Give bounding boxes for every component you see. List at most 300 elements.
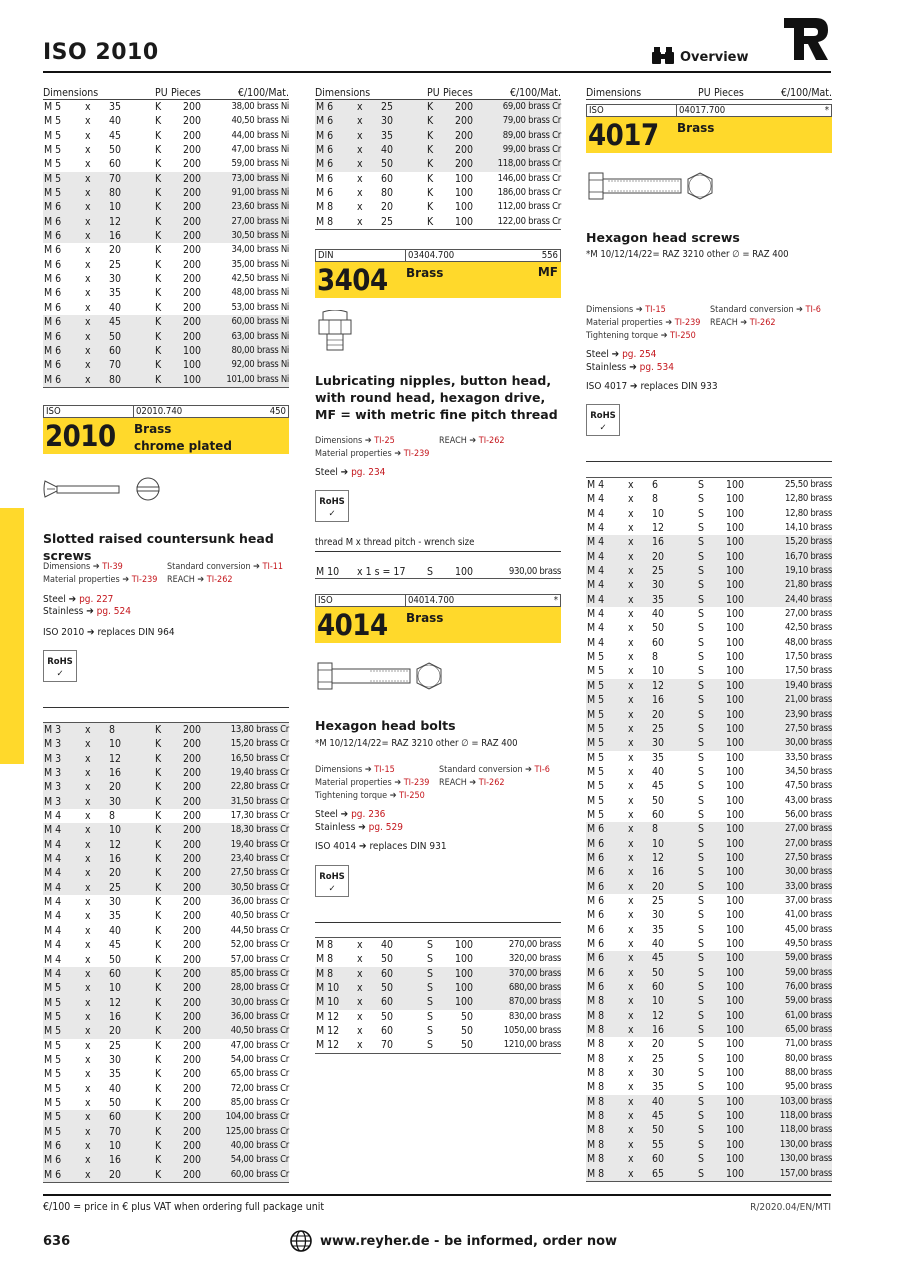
row-pieces: 100 — [725, 780, 744, 793]
row-thread: M 6 — [587, 909, 605, 922]
page-title: ISO 2010 — [43, 40, 159, 65]
row-length: 16 — [652, 1024, 665, 1037]
row-x: x — [357, 115, 363, 128]
row-length: 40 — [381, 144, 394, 157]
row-thread: M 6 — [44, 201, 62, 214]
row-pieces: 100 — [725, 823, 744, 836]
row-pieces: 100 — [725, 1124, 744, 1137]
row-price: 17,50 brass — [785, 651, 832, 663]
row-pu: K — [155, 1025, 162, 1038]
row-price: 19,10 brass — [785, 565, 832, 577]
row-length: 10 — [652, 995, 665, 1008]
rohs-badge-3404 — [315, 490, 349, 522]
row-x: x — [628, 1009, 634, 1022]
row-pu: S — [698, 938, 704, 950]
row-length: 50 — [109, 1096, 122, 1109]
row-price: 112,00 brass Cr — [497, 201, 561, 213]
link-tightening-torque[interactable]: Tightening torque ➔ TI-250 — [315, 791, 425, 801]
row-pieces: 100 — [725, 981, 744, 994]
row-price: 680,00 brass — [508, 982, 561, 994]
row-length: 50 — [652, 794, 665, 807]
row-price: 270,00 brass — [508, 939, 561, 950]
row-pu: K — [155, 1039, 162, 1052]
table-row — [315, 114, 561, 128]
row-pieces: 200 — [182, 896, 201, 909]
row-pu: S — [698, 952, 704, 965]
row-length: 16 — [652, 536, 665, 549]
table-row — [586, 837, 832, 851]
row-pieces: 100 — [454, 953, 473, 966]
row-pieces: 200 — [182, 838, 201, 851]
row-pu: S — [698, 1138, 704, 1151]
steel-link-4014[interactable]: Steel ➔ pg. 236 — [315, 809, 386, 820]
row-length: 30 — [652, 1067, 665, 1080]
row-length: 30 — [652, 579, 665, 592]
row-x: x — [85, 101, 91, 113]
row-thread: M 6 — [44, 1139, 62, 1152]
row-pieces: 100 — [725, 952, 744, 965]
row-pieces: 100 — [725, 1052, 744, 1065]
table-row — [43, 809, 289, 823]
row-price: 95,00 brass — [785, 1081, 832, 1093]
row-thread: M 5 — [587, 808, 605, 821]
row-thread: M 6 — [587, 823, 605, 836]
link-dimensions[interactable]: Dimensions ➔ TI-15 — [315, 765, 395, 775]
rohs-label: RoHS — [319, 497, 345, 507]
row-price: 48,00 brass — [785, 636, 832, 648]
header-pieces: Pieces — [714, 87, 744, 99]
link-material-properties[interactable]: Material properties ➔ TI-239 — [586, 318, 701, 328]
table-row — [43, 172, 289, 186]
row-pu: K — [155, 824, 162, 837]
table-row — [586, 966, 832, 980]
row-x: x — [357, 187, 363, 200]
row-length: 45 — [109, 939, 122, 952]
row-thread: M 4 — [587, 608, 605, 621]
link-reach[interactable]: REACH ➔ TI-262 — [439, 778, 505, 788]
row-pu: K — [155, 373, 162, 386]
row-x: x — [628, 507, 634, 520]
row-x: x — [85, 359, 91, 372]
row-price: 40,00 brass Cr — [230, 1139, 289, 1151]
row-pu: S — [698, 894, 704, 907]
row-thread: M 6 — [316, 129, 334, 142]
row-pu: K — [427, 101, 434, 113]
link-reach[interactable]: REACH ➔ TI-262 — [167, 575, 233, 585]
row-thread: M 5 — [587, 708, 605, 721]
row-thread: M 4 — [587, 622, 605, 635]
table-row — [315, 1024, 561, 1038]
row-length: 30 — [109, 896, 122, 909]
row-price: 54,00 brass Cr — [230, 1154, 289, 1166]
row-length: 12 — [652, 851, 665, 864]
table-row — [586, 593, 832, 607]
material-line-1: Brass — [134, 422, 172, 436]
row-x: x — [85, 752, 91, 765]
row-price: 61,00 brass — [785, 1009, 832, 1021]
row-pu: S — [698, 1153, 704, 1166]
row-price: 80,00 brass Ni — [231, 344, 289, 356]
row-price: 63,00 brass Ni — [231, 330, 289, 342]
row-length: 16 — [109, 853, 122, 866]
row-pu: K — [155, 1068, 162, 1081]
row-thread: M 8 — [587, 1095, 605, 1108]
row-pu: K — [155, 144, 162, 157]
row-length: 8 — [652, 823, 659, 836]
table-row — [43, 243, 289, 257]
row-thread: M 5 — [587, 737, 605, 750]
row-length: 30 — [652, 737, 665, 750]
row-x: x — [85, 738, 91, 751]
row-pu: K — [427, 187, 434, 200]
article-code[interactable]: 04014.700 — [408, 595, 455, 606]
link-dimensions[interactable]: Dimensions ➔ TI-25 — [315, 436, 395, 446]
row-pieces: 100 — [725, 808, 744, 821]
link-tightening-torque[interactable]: Tightening torque ➔ TI-250 — [586, 331, 696, 341]
row-pu: K — [155, 215, 162, 228]
row-length: 30 — [109, 1053, 122, 1066]
row-thread: M 6 — [316, 144, 334, 157]
row-price: 35,00 brass Ni — [231, 258, 289, 270]
row-pu: S — [698, 493, 704, 506]
link-material-properties[interactable]: Material properties ➔ TI-239 — [43, 575, 158, 585]
table-row — [586, 722, 832, 736]
row-x: x — [85, 1154, 91, 1167]
row-length: 70 — [381, 1039, 394, 1052]
row-pieces: 100 — [725, 1009, 744, 1022]
row-pu: K — [427, 115, 434, 128]
table-row — [586, 994, 832, 1008]
table-row — [43, 1125, 289, 1139]
table-row — [43, 852, 289, 866]
row-x: x — [85, 795, 91, 808]
row-pieces: 200 — [182, 781, 201, 794]
table-row — [586, 1138, 832, 1152]
rohs-badge-4014 — [315, 865, 349, 897]
table-row — [586, 564, 832, 578]
row-price: 28,00 brass Cr — [230, 982, 289, 994]
row-x: x — [628, 493, 634, 506]
stainless-link-2010[interactable]: Stainless ➔ pg. 524 — [43, 606, 131, 617]
row-x: x — [357, 982, 363, 995]
table-row — [586, 894, 832, 908]
checkmark-icon: ✓ — [599, 423, 607, 433]
product-number: 3404 — [317, 263, 388, 297]
row-length: 20 — [652, 708, 665, 721]
table-row — [586, 865, 832, 879]
product-title-4017: Hexagon head screws — [586, 230, 740, 245]
header-dimensions: Dimensions — [586, 87, 642, 99]
row-x: x — [85, 781, 91, 794]
row-length: 25 — [652, 894, 665, 907]
row-price: 34,50 brass — [785, 765, 832, 777]
row-price: 57,00 brass Cr — [230, 953, 289, 965]
article-code[interactable]: 03404.700 — [408, 250, 455, 261]
row-x: x — [85, 258, 91, 271]
row-thread: M 6 — [44, 373, 62, 386]
row-pieces: 200 — [182, 939, 201, 952]
row-pieces: 200 — [182, 1168, 201, 1181]
row-price: 40,50 brass Cr — [230, 1025, 289, 1037]
product-standard: ISO — [587, 105, 677, 116]
row-thread: M 4 — [44, 824, 62, 837]
row-length: 12 — [652, 1009, 665, 1022]
row-pu: K — [155, 1154, 162, 1167]
stainless-link-4014[interactable]: Stainless ➔ pg. 529 — [315, 822, 403, 833]
row-pieces: 100 — [725, 550, 744, 563]
row-x: x — [85, 344, 91, 357]
link-material-properties[interactable]: Material properties ➔ TI-239 — [315, 449, 430, 459]
article-code[interactable]: 04017.700 — [679, 105, 726, 116]
row-thread: M 4 — [587, 565, 605, 578]
row-x: x — [628, 851, 634, 864]
product-number: 2010 — [45, 419, 116, 453]
row-thread: M 6 — [587, 923, 605, 936]
table-row — [43, 1010, 289, 1024]
row-pieces: 200 — [182, 767, 201, 780]
steel-link-4017[interactable]: Steel ➔ pg. 254 — [586, 349, 657, 360]
row-thread: M 4 — [587, 593, 605, 606]
row-pu: S — [698, 550, 704, 563]
table-row — [43, 1024, 289, 1038]
link-reach[interactable]: REACH ➔ TI-262 — [710, 318, 776, 328]
row-pieces: 100 — [454, 939, 473, 951]
table-row — [43, 1039, 289, 1053]
row-price: 157,00 brass — [779, 1167, 832, 1179]
row-pieces: 200 — [182, 924, 201, 937]
link-standard-conversion[interactable]: Standard conversion ➔ TI-6 — [439, 765, 550, 775]
row-pieces: 100 — [454, 215, 473, 228]
raz-note-4014: *M 10/12/14/22= RAZ 3210 other ∅ = RAZ 400 — [315, 738, 518, 749]
row-pu: K — [155, 187, 162, 200]
product-header-4014 — [315, 594, 561, 643]
row-length: 12 — [109, 215, 122, 228]
row-price: 56,00 brass — [785, 808, 832, 820]
row-x: x — [628, 1110, 634, 1123]
row-x: x — [628, 1081, 634, 1094]
table-row — [43, 996, 289, 1010]
checkmark-icon: ✓ — [56, 669, 64, 679]
link-dimensions[interactable]: Dimensions ➔ TI-39 — [43, 562, 123, 572]
row-price: 27,00 brass — [785, 608, 832, 620]
row-pieces: 100 — [725, 737, 744, 750]
row-length: 20 — [381, 201, 394, 214]
row-price: 930,00 brass — [508, 566, 561, 577]
row-thread: M 6 — [44, 230, 62, 243]
row-x: x — [628, 1124, 634, 1137]
row-price: 118,00 brass — [779, 1124, 832, 1136]
row-length: 16 — [109, 767, 122, 780]
row-pieces: 200 — [182, 1068, 201, 1081]
row-x: x — [85, 853, 91, 866]
row-x: x — [628, 880, 634, 893]
row-pieces: 100 — [725, 708, 744, 721]
product-flag: 450 — [269, 406, 286, 417]
row-thread: M 8 — [587, 995, 605, 1008]
row-thread: M 12 — [316, 1025, 340, 1038]
table-row — [586, 822, 832, 836]
row-pieces: 100 — [725, 866, 744, 879]
header-price: €/100/Mat. — [237, 87, 289, 99]
website-text: www.reyher.de - be informed, order now — [320, 1233, 618, 1249]
table-row — [43, 953, 289, 967]
row-pu: K — [155, 724, 162, 736]
row-length: 35 — [652, 923, 665, 936]
row-pieces: 200 — [182, 738, 201, 751]
row-pu: S — [427, 982, 433, 995]
section-tab-marker — [0, 508, 24, 764]
row-price: 73,00 brass Ni — [231, 172, 289, 184]
link-dimensions[interactable]: Dimensions ➔ TI-15 — [586, 305, 666, 315]
row-length: 60 — [652, 981, 665, 994]
row-x: x — [628, 665, 634, 678]
table-row — [586, 923, 832, 937]
row-price: 18,30 brass Cr — [230, 824, 289, 836]
row-price: 47,50 brass — [785, 780, 832, 792]
row-x: x — [628, 1167, 634, 1180]
row-thread: M 5 — [587, 751, 605, 764]
link-standard-conversion[interactable]: Standard conversion ➔ TI-6 — [710, 305, 821, 315]
table-row — [586, 908, 832, 922]
column-3-lower — [586, 477, 832, 1182]
steel-link-2010[interactable]: Steel ➔ pg. 227 — [43, 594, 114, 605]
row-x: x — [85, 1039, 91, 1052]
row-length: 60 — [109, 1111, 122, 1124]
section-separator — [315, 551, 561, 552]
row-x: x — [357, 996, 363, 1009]
row-price: 43,00 brass — [785, 794, 832, 806]
table-row — [43, 229, 289, 243]
row-x: x — [628, 737, 634, 750]
header-pieces: Pieces — [171, 87, 201, 99]
row-pu: K — [427, 158, 434, 171]
row-length: 60 — [109, 967, 122, 980]
row-thread: M 8 — [587, 1167, 605, 1180]
row-pu: S — [427, 953, 433, 966]
row-x: x — [85, 881, 91, 894]
row-price: 60,00 brass Cr — [230, 1168, 289, 1180]
row-pieces: 200 — [182, 953, 201, 966]
row-pieces: 200 — [182, 258, 201, 271]
row-pieces: 100 — [725, 909, 744, 922]
row-x: x — [628, 550, 634, 563]
row-thread: M 4 — [587, 522, 605, 535]
row-pieces: 100 — [725, 565, 744, 578]
row-pieces: 100 — [725, 794, 744, 807]
row-pieces: 100 — [725, 880, 744, 893]
product-standard: ISO — [316, 595, 406, 606]
row-thread: M 6 — [44, 344, 62, 357]
product-number: 4017 — [588, 118, 659, 152]
product-material: Brass — [406, 611, 444, 625]
row-thread: M 12 — [316, 1010, 340, 1023]
column-1 — [43, 86, 289, 388]
row-price: 370,00 brass — [508, 967, 561, 979]
row-pu: K — [155, 301, 162, 314]
row-thread: M 6 — [44, 359, 62, 372]
table-row — [586, 751, 832, 765]
row-length: 40 — [109, 924, 122, 937]
row-pu: K — [427, 144, 434, 157]
row-length: 30 — [109, 795, 122, 808]
row-thread: M 5 — [587, 679, 605, 692]
row-x: x — [85, 273, 91, 286]
row-x: x — [85, 1111, 91, 1124]
table-row — [586, 794, 832, 808]
table-row — [586, 607, 832, 621]
row-pieces: 100 — [454, 982, 473, 995]
tech-info-links-4017 — [586, 304, 832, 343]
rohs-badge-2010 — [43, 650, 77, 682]
row-x: x — [85, 982, 91, 995]
link-reach[interactable]: REACH ➔ TI-262 — [439, 436, 505, 446]
checkmark-icon: ✓ — [328, 509, 336, 519]
row-length: 60 — [652, 808, 665, 821]
link-standard-conversion[interactable]: Standard conversion ➔ TI-11 — [167, 562, 284, 572]
row-x: x — [628, 794, 634, 807]
page-number: 636 — [43, 1234, 71, 1249]
row-thread: M 6 — [587, 952, 605, 965]
row-pieces: 100 — [725, 1081, 744, 1094]
lubricating-nipple-drawing-icon — [315, 310, 355, 354]
table-row — [586, 1066, 832, 1080]
table-row — [315, 215, 561, 229]
table-row — [43, 766, 289, 780]
table-row — [315, 967, 561, 981]
row-pieces: 100 — [725, 479, 744, 491]
table-row — [586, 951, 832, 965]
row-x: x — [85, 172, 91, 185]
row-thread: M 5 — [44, 1068, 62, 1081]
link-material-properties[interactable]: Material properties ➔ TI-239 — [315, 778, 430, 788]
website-link[interactable] — [290, 1230, 617, 1252]
row-thread: M 8 — [316, 201, 334, 214]
row-x: x — [85, 1096, 91, 1109]
row-pieces: 200 — [454, 101, 473, 113]
row-thread: M 4 — [587, 493, 605, 506]
row-x: x — [85, 1082, 91, 1095]
row-thread: M 6 — [44, 273, 62, 286]
row-pitch-wrench: x 1 s = 17 — [357, 566, 406, 578]
row-price: 47,00 brass Ni — [231, 144, 289, 156]
row-x: x — [628, 1138, 634, 1151]
row-pieces: 200 — [182, 1154, 201, 1167]
row-thread: M 5 — [44, 1010, 62, 1023]
table-row — [43, 215, 289, 229]
row-price: 23,60 brass Ni — [231, 201, 289, 213]
row-length: 20 — [109, 244, 122, 257]
row-thread: M 5 — [587, 722, 605, 735]
row-pieces: 100 — [725, 579, 744, 592]
table-row — [586, 808, 832, 822]
row-length: 35 — [109, 287, 122, 300]
row-length: 65 — [652, 1167, 665, 1180]
steel-link-3404[interactable]: Steel ➔ pg. 234 — [315, 467, 386, 478]
stainless-link-4017[interactable]: Stainless ➔ pg. 534 — [586, 362, 674, 373]
table-row — [43, 752, 289, 766]
table-header — [43, 86, 289, 100]
row-price: 85,00 brass Cr — [230, 1096, 289, 1108]
row-pieces: 200 — [182, 910, 201, 923]
row-pu: S — [698, 1009, 704, 1022]
row-pu: S — [698, 679, 704, 692]
overview-link[interactable] — [652, 44, 749, 65]
row-price: 104,00 brass Cr — [225, 1111, 289, 1123]
table-row — [586, 664, 832, 678]
article-code[interactable]: 02010.740 — [136, 406, 183, 417]
row-pu: K — [155, 344, 162, 357]
row-x: x — [628, 622, 634, 635]
